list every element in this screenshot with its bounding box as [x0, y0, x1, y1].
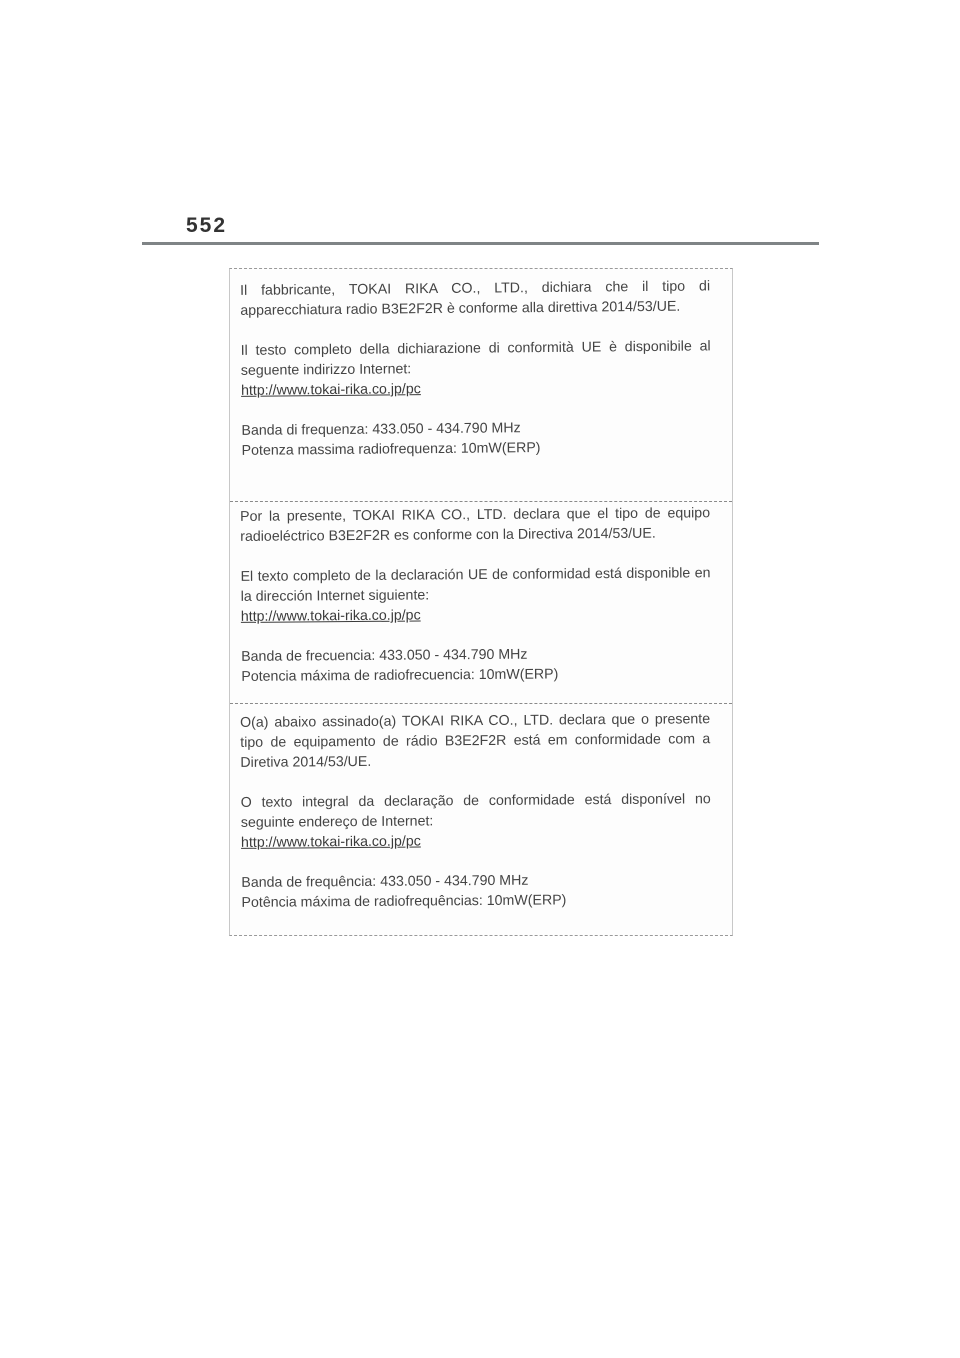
- spanish-radio-specs: [241, 643, 711, 687]
- spanish-declaration-text: Por la presente, TOKAI RIKA CO., LTD. declara que el tipo de equipo radioeléctrico B3E2F2R es conforme con la Directiva 2014/53/UE.: [240, 505, 711, 545]
- portuguese-declaration-text: O(a) abaixo assinado(a) TOKAI RIKA CO., LTD. declara que o presente tipo de equipamento de rádio B3E2F2R está em conformidade com a Diretiva 2014/53/UE.: [240, 711, 711, 771]
- portuguese-radio-specs: [241, 869, 711, 913]
- italian-frequency-band: Banda di frequenza: 433.050 - 434.790 MHz: [241, 420, 521, 439]
- spanish-max-power: Potencia máxima de radiofrecuencia: 10mW(ERP): [241, 666, 559, 685]
- page-number: 552: [186, 214, 228, 237]
- portuguese-frequency-band: Banda de frequência: 433.050 - 434.790 MHz: [241, 872, 529, 891]
- header-rule: [142, 242, 819, 245]
- italian-full-text-notice: Il testo completo della dichiarazione di conformità UE è disponibile al seguente indirizzo Internet:: [240, 338, 711, 379]
- portuguese-declaration-link[interactable]: http://www.tokai-rika.co.jp/pc: [240, 833, 421, 851]
- section-divider: [230, 501, 732, 502]
- portuguese-max-power: Potência máxima de radiofrequências: 10mW(ERP): [241, 892, 567, 911]
- spanish-full-text-notice: El texto completo de la declaración UE de conformidad está disponible en la dirección Internet siguiente:: [240, 565, 711, 605]
- italian-radio-specs: [241, 416, 711, 461]
- portuguese-declaration-section: [230, 709, 734, 933]
- italian-declaration-section: [230, 276, 734, 481]
- declaration-box: [229, 268, 733, 936]
- section-divider: [230, 703, 732, 704]
- portuguese-full-text-paragraph: [241, 789, 711, 853]
- spanish-declaration-section: [230, 503, 734, 707]
- spanish-frequency-band: Banda de frecuencia: 433.050 - 434.790 MHz: [241, 646, 528, 665]
- italian-full-text-paragraph: [241, 336, 712, 401]
- italian-declaration-link[interactable]: http://www.tokai-rika.co.jp/pc: [240, 381, 421, 399]
- italian-declaration-text: Il fabbricante, TOKAI RIKA CO., LTD., dichiara che il tipo di apparecchiatura radio B3E2F2R è conforme alla direttiva 2014/53/UE.: [240, 278, 711, 319]
- spanish-declaration-link[interactable]: http://www.tokai-rika.co.jp/pc: [240, 607, 421, 625]
- italian-max-power: Potenza massima radiofrequenza: 10mW(ERP): [241, 440, 541, 459]
- spanish-full-text-paragraph: [240, 563, 710, 627]
- portuguese-full-text-notice: O texto integral da declaração de conformidade está disponível no seguinte endereço de Internet:: [240, 791, 711, 831]
